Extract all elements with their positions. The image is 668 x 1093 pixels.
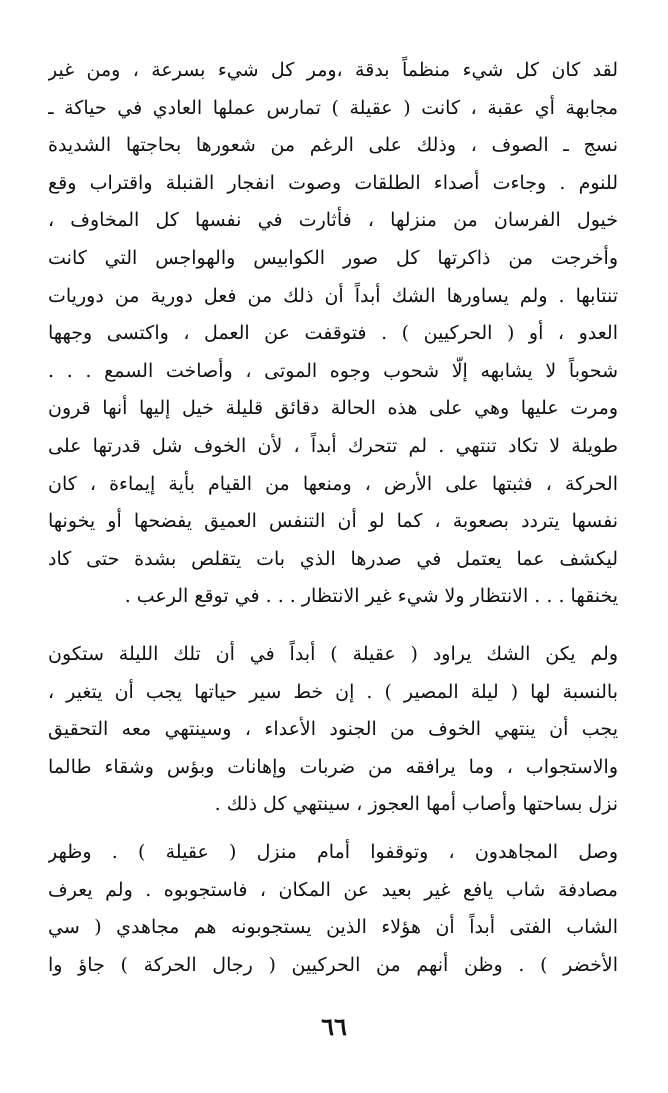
text-line: طويلة لا تكاد تنتهي . لم تتحرك أبداً ، لأن الخوف شل قدرتها على — [48, 434, 618, 457]
page-number: ٦٦ — [321, 1012, 347, 1041]
text-line: لقد كان كل شيء منظماً بدقة ،ومر كل شيء بسرعة ، ومن غير — [48, 59, 618, 81]
text-line: للنوم . وجاءت أصداء الطلقات وصوت انفجار القنبلة واقتراب وقع — [48, 171, 618, 194]
text-line: ولم يكن الشك يراود ( عقيلة ) أبداً في أن تلك الليلة ستكون — [48, 643, 618, 665]
text-line: بالنسبة لها ( ليلة المصير ) . إن خط سير حياتها يجب أن يتغير ، — [48, 680, 618, 703]
paragraph-1 — [48, 52, 618, 616]
text-line: نسج ـ الصوف ، وذلك على الرغم من شعورها بحاجتها الشديدة — [48, 134, 618, 157]
text-line: يخنقها . . . الانتظار ولا شيء غير الانتظار . . . في توقع الرعب . — [124, 585, 618, 608]
text-line: ليكشف عما يعتمل في صدرها الذي بات يتقلص بشدة حتى كاد — [48, 547, 618, 570]
text-line: الحركة ، فثبتها على الأرض ، ومنعها من القيام بأية إيماءة ، كان — [48, 472, 618, 495]
text-line: نزل بساحتها وأصاب أمها العجوز ، سينتهي كل ذلك . — [214, 793, 618, 816]
text-line: وصل المجاهدون ، وتوقفوا أمام منزل ( عقيلة ) . وظهر — [48, 841, 618, 863]
text-line: ومرت عليها وهي على هذه الحالة دقائق قليلة خيل إليها أنها قرون — [48, 397, 618, 420]
text-line: والاستجواب ، وما يرافقه من ضربات وإهانات وبؤس وشقاء طالما — [48, 755, 618, 778]
text-line: مصادفة شاب يافع غير بعيد عن المكان ، فاستجوبوه . ولم يعرف — [48, 878, 618, 901]
text-line: نفسها يتردد بصعوبة ، كما لو أن التنفس العميق يفضحها أو يخونها — [48, 510, 618, 533]
text-line: يجب أن ينتهي الخوف من الجنود الأعداء ، وسينتهي معه التحقيق — [48, 718, 618, 741]
paragraph-3 — [48, 834, 618, 984]
text-line: مجابهة أي عقبة ، كانت ( عقيلة ) تمارس عملها العادي في حياكة ـ — [48, 96, 618, 119]
text-line: العدو ، أو ( الحركيين ) . فتوقفت عن العمل ، واكتسى وجهها — [48, 322, 618, 345]
paragraph-2 — [48, 636, 618, 824]
text-line: خيول الفرسان من منزلها ، فأثارت في نفسها كل المخاوف ، — [48, 209, 618, 232]
text-line: وأخرجت من ذاكرتها كل صور الكوابيس والهواجس التي كانت — [48, 246, 618, 269]
text-line: شحوباً لا يشابهه إلّا شحوب وجوه الموتى ، وأصاخت السمع . . . — [48, 359, 618, 382]
text-line: تنتابها . ولم يساورها الشك أبداً أن ذلك من فعل دورية من دوريات — [48, 284, 618, 307]
text-line: الأخضر ) . وظن أنهم من الحركيين ( رجال الحركة ) جاؤ وا — [48, 953, 618, 976]
text-line: الشاب الفتى أبداً أن هؤلاء الذين يستجوبونه هم مجاهدي ( سي — [48, 916, 618, 939]
